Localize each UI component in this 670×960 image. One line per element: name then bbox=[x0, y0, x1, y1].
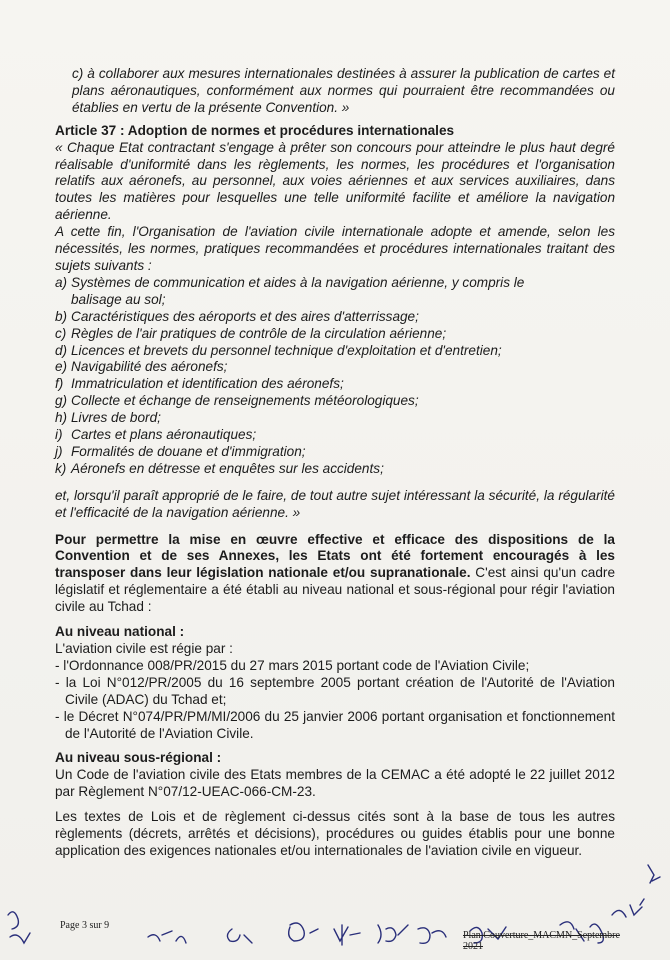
list-item: - le Décret N°074/PR/PM/MI/2006 du 25 janvier 2006 portant organisation et fonctionnement de l'Autorité de l'Aviation Civile. bbox=[55, 708, 615, 741]
footer-document-ref: Plan Couverture_MACMN_Septembre 2021 bbox=[463, 930, 620, 952]
conclusion-paragraph: Les textes de Lois et de règlement ci-dessus cités sont à la base de tous les autres règlements (décrets, arrêtés et décisions), procédures ou guides établis pour une bonne application des exigences nationales et/ou internationales de l'aviation civile en vigueur. bbox=[55, 809, 615, 858]
list-item: d) Licences et brevets du personnel technique d'exploitation et d'entretien; bbox=[55, 342, 502, 358]
list-item: f) Immatriculation et identification des aéronefs; bbox=[55, 376, 344, 392]
article37-heading: Article 37 : Adoption de normes et procédures internationales bbox=[55, 122, 455, 138]
national-heading: Au niveau national : bbox=[55, 624, 185, 640]
list-item: g) Collecte et échange de renseignements météorologiques; bbox=[55, 393, 419, 409]
list-item: k) Aéronefs en détresse et enquêtes sur les accidents; bbox=[55, 460, 384, 476]
national-intro: L'aviation civile est régie par : bbox=[55, 641, 233, 656]
article37-closing: et, lorsqu'il paraît approprié de le faire, de tout autre sujet intéressant la sécurité, la régularité et l'efficacité de la navigation aérienne. » bbox=[55, 487, 615, 520]
list-item: - la Loi N°012/PR/2005 du 16 septembre 2005 portant création de l'Autorité de l'Aviation Civile (ADAC) du Tchad et; bbox=[55, 674, 615, 707]
list-item: - l'Ordonnance 008/PR/2015 du 27 mars 2015 portant code de l'Aviation Civile; bbox=[55, 657, 530, 673]
list-item: j) Formalités de douane et d'immigration; bbox=[55, 443, 306, 459]
list-item: a) Systèmes de communication et aides à la navigation aérienne, y compris le balisage au sol; bbox=[55, 274, 525, 307]
regional-text: Un Code de l'aviation civile des Etats membres de la CEMAC a été adopté le 22 juillet 2012 par Règlement N°07/12-UEAC-066-CM-23. bbox=[55, 767, 615, 800]
article37-second-paragraph: A cette fin, l'Organisation de l'aviation civile internationale adopte et amende, selon les nécessités, les normes, pratiques recommandées et procédures internationales traitant des sujets suivants : bbox=[55, 224, 615, 273]
article37-intro: « Chaque Etat contractant s'engage à prêter son concours pour atteindre le plus haut degré réalisable d'uniformité dans les règlements, les normes, les procédures et l'organisation relatifs aux aéronefs, au personnel, aux voies aériennes et aux services auxiliaires, dans toutes les matières pour lesquelles une telle uniformité facilite et améliore la navigation aérienne. bbox=[55, 139, 615, 223]
national-text-list bbox=[55, 658, 615, 743]
transposition-paragraph: Pour permettre la mise en œuvre effective et efficace des dispositions de la Convention et de ses Annexes, les Etats ont été fortement encouragés à les transposer dans leur législation nationale et/ou supranationale. C'est ainsi qu'un cadre législatif et réglementaire a été établi au niveau national et sous-régional pour régir l'aviation civile au Tchad : bbox=[55, 531, 616, 615]
page-number: Page 3 sur 9 bbox=[60, 920, 110, 931]
list-item: e) Navigabilité des aéronefs; bbox=[55, 359, 228, 375]
list-item: b) Caractéristiques des aéroports et des aires d'atterrissage; bbox=[55, 308, 419, 324]
list-item: h) Livres de bord; bbox=[55, 410, 161, 426]
regional-heading: Au niveau sous-régional : bbox=[55, 750, 222, 766]
article37-subject-list bbox=[55, 275, 615, 478]
document-body bbox=[55, 66, 615, 860]
list-item: i) Cartes et plans aéronautiques; bbox=[55, 427, 257, 443]
list-item: c) Règles de l'air pratiques de contrôle de la circulation aérienne; bbox=[55, 325, 447, 341]
article36-item-c: c) à collaborer aux mesures internationales destinées à assurer la publication de cartes et plans aéronautiques, conformément aux normes qui pourraient être recommandées ou établies en vertu de la présente Convention. » bbox=[72, 66, 615, 115]
